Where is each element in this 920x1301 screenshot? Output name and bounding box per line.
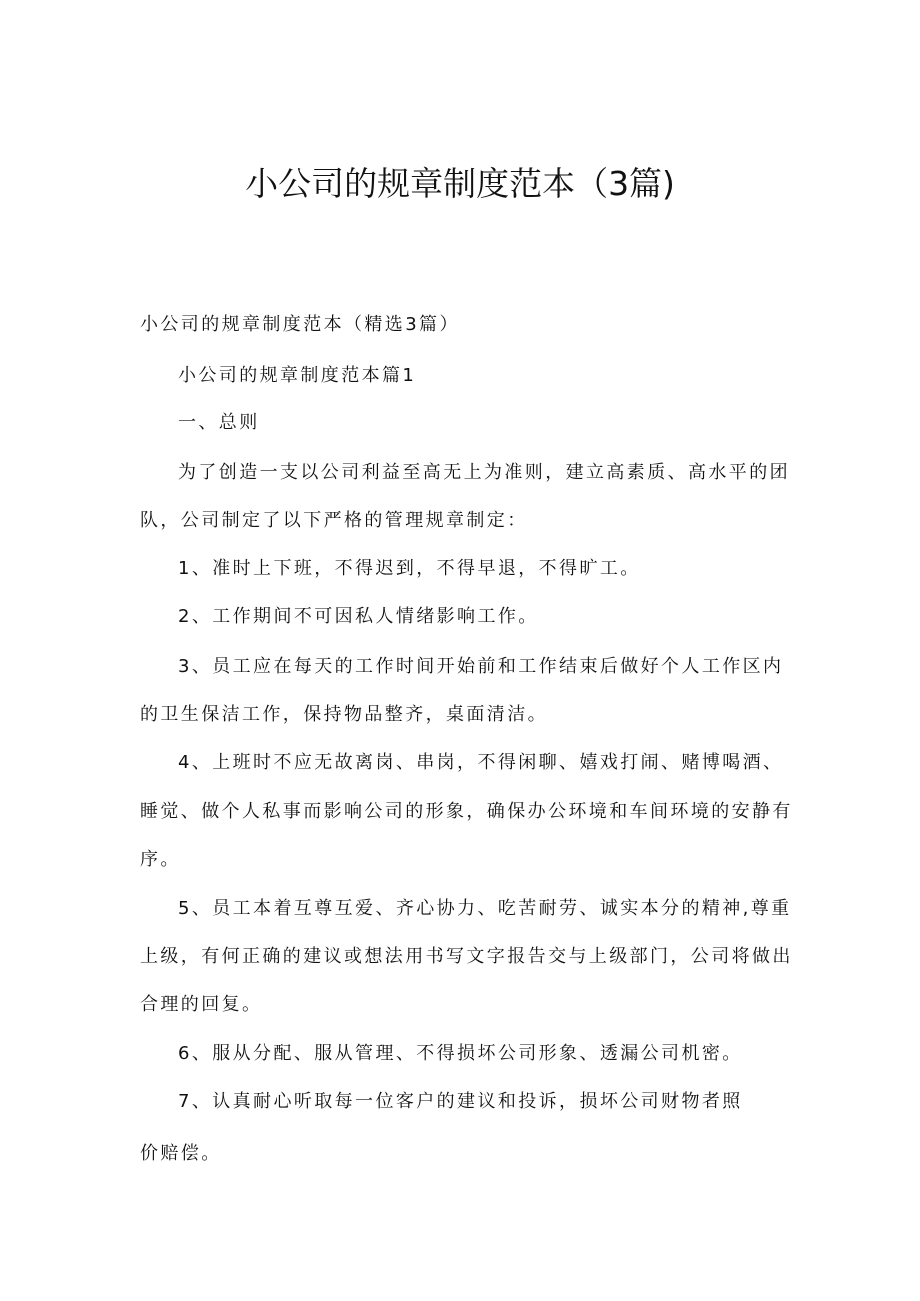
rule-4-line-3: 序。 — [140, 849, 181, 870]
rule-3-line-1: 3、员工应在每天的工作时间开始前和工作结束后做好个人工作区内 — [178, 656, 784, 677]
section-heading: 小公司的规章制度范本篇1 — [178, 365, 417, 386]
rule-4-line-2: 睡觉、做个人私事而影响公司的形象，确保办公环境和车间环境的安静有 — [140, 801, 793, 822]
rule-5-line-3: 合理的回复。 — [140, 994, 263, 1015]
rule-2: 2、工作期间不可因私人情绪影响工作。 — [178, 606, 539, 627]
rule-5-line-2: 上级，有何正确的建议或想法用书写文字报告交与上级部门，公司将做出 — [140, 946, 793, 967]
intro-paragraph-line-1: 为了创造一支以公司利益至高无上为准则，建立高素质、高水平的团 — [178, 462, 790, 483]
rule-1: 1、准时上下班，不得迟到，不得早退，不得旷工。 — [178, 558, 641, 579]
document-subtitle: 小公司的规章制度范本（精选3篇） — [140, 314, 460, 335]
rule-4-line-1: 4、上班时不应无故离岗、串岗，不得闲聊、嬉戏打闹、赌博喝酒、 — [178, 752, 784, 773]
rule-3-line-2: 的卫生保洁工作，保持物品整齐，桌面清洁。 — [140, 704, 548, 725]
rule-6: 6、服从分配、服从管理、不得损坏公司形象、透漏公司机密。 — [178, 1043, 743, 1064]
rule-7-line-1: 7、认真耐心听取每一位客户的建议和投诉，损坏公司财物者照 — [178, 1091, 743, 1112]
chapter-heading: 一、总则 — [178, 412, 260, 433]
document-title: 小公司的规章制度范本（3篇) — [245, 164, 675, 203]
intro-paragraph-line-2: 队，公司制定了以下严格的管理规章制定： — [140, 510, 528, 531]
rule-7-line-2: 价赔偿。 — [140, 1143, 222, 1164]
rule-5-line-1: 5、员工本着互尊互爱、齐心协力、吃苦耐劳、诚实本分的精神,尊重 — [178, 898, 792, 919]
